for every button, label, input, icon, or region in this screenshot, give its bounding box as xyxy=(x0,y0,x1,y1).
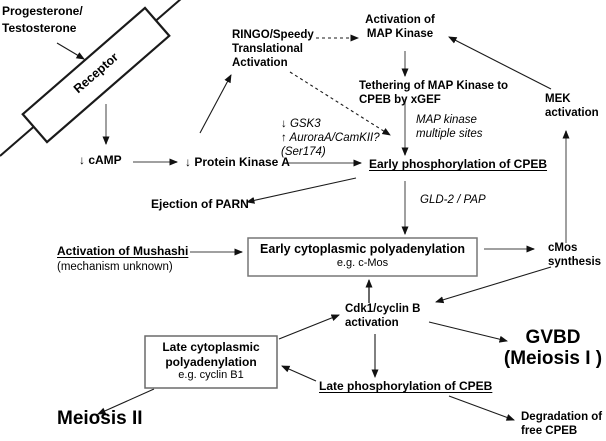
arrow-latebox-to-cdk1 xyxy=(279,315,339,339)
cdk1-label xyxy=(345,302,420,330)
tethering-line2: CPEB by xGEF xyxy=(359,94,441,107)
early-polyadenylation-label xyxy=(248,242,477,271)
mushashi-title: Activation of Mushashi xyxy=(57,244,189,258)
gld2-pap-label: GLD-2 / PAP xyxy=(420,194,486,206)
gvbd-line1: GVBD xyxy=(525,327,581,348)
degradation-line1: Degradation of xyxy=(521,411,603,423)
cmos-line2: synthesis xyxy=(548,256,602,269)
early-box-title: Early cytoplasmic polyadenylation xyxy=(260,242,465,256)
ringo-line1: RINGO/Speedy xyxy=(232,29,314,41)
arrow-latephos-to-degradation xyxy=(449,396,514,420)
map-sites-line1: MAP kinase xyxy=(416,114,477,126)
arrow-pka-to-ringo xyxy=(200,75,231,133)
meiosis2-label: Meiosis II xyxy=(57,408,143,429)
mushashi-subtitle: (mechanism unknown) xyxy=(57,260,173,273)
ringo-line3: Activation xyxy=(232,57,288,70)
gvbd-label xyxy=(500,327,606,370)
cmos-line1: cMos xyxy=(548,242,578,254)
late-phosphorylation-label: Late phosphorylation of CPEB xyxy=(319,379,493,393)
late-polyadenylation-label xyxy=(145,340,277,383)
early-box-subtitle: e.g. c-Mos xyxy=(336,257,389,270)
late-box-title2: polyadenylation xyxy=(165,354,257,369)
late-box-subtitle: e.g. cyclin B1 xyxy=(178,369,244,382)
arrow-cdk1-to-gvbd xyxy=(429,322,507,341)
mushashi-label xyxy=(57,243,188,274)
cdk1-line1: Cdk1/cyclin B xyxy=(345,303,421,315)
map-sites-line2: multiple sites xyxy=(416,128,483,141)
tethering-line1: Tethering of MAP Kinase to xyxy=(359,80,509,92)
gvbd-line2: (Meiosis I ) xyxy=(503,348,603,370)
cdk1-line2: activation xyxy=(345,317,399,330)
degradation-label xyxy=(521,410,602,438)
ser174-line: (Ser174) xyxy=(281,146,326,159)
tethering-label xyxy=(359,79,508,107)
early-phosphorylation-label: Early phosphorylation of CPEB xyxy=(369,157,548,171)
arrow-stimulus-to-receptor xyxy=(57,43,84,59)
degradation-line2: free CPEB xyxy=(521,425,578,438)
cmos-synthesis-label xyxy=(548,241,601,269)
kinase-notes-label xyxy=(281,117,380,159)
ringo-line2: Translational xyxy=(232,43,303,56)
late-box-title1: Late cytoplasmic xyxy=(162,340,260,354)
receptor-label: Receptor xyxy=(70,49,122,97)
map-kinase-activation-label xyxy=(350,13,450,41)
ringo-label xyxy=(232,28,314,70)
stimulus-line1: Progesterone/ xyxy=(2,4,83,18)
map-kinase-sites-label xyxy=(416,113,482,141)
arrow-earlyphos-to-parn xyxy=(247,178,356,202)
ejection-parn-label: Ejection of PARN xyxy=(151,197,249,211)
stimulus-line2: Testosterone xyxy=(2,20,77,35)
map-activation-line2: MAP Kinase xyxy=(366,28,434,41)
mek-line1: MEK xyxy=(545,93,571,105)
mek-label xyxy=(545,92,599,120)
camp-label: ↓ cAMP xyxy=(79,153,122,167)
arrow-latephos-to-latebox xyxy=(282,366,316,381)
aurora-camkii-line: ↑ AuroraA/CamKII? xyxy=(281,132,380,145)
mek-line2: activation xyxy=(545,107,599,120)
gsk3-line: ↓ GSK3 xyxy=(281,118,321,130)
pka-label: ↓ Protein Kinase A xyxy=(185,155,290,169)
map-activation-line1: Activation of xyxy=(365,14,435,26)
stimulus-label xyxy=(2,3,83,37)
